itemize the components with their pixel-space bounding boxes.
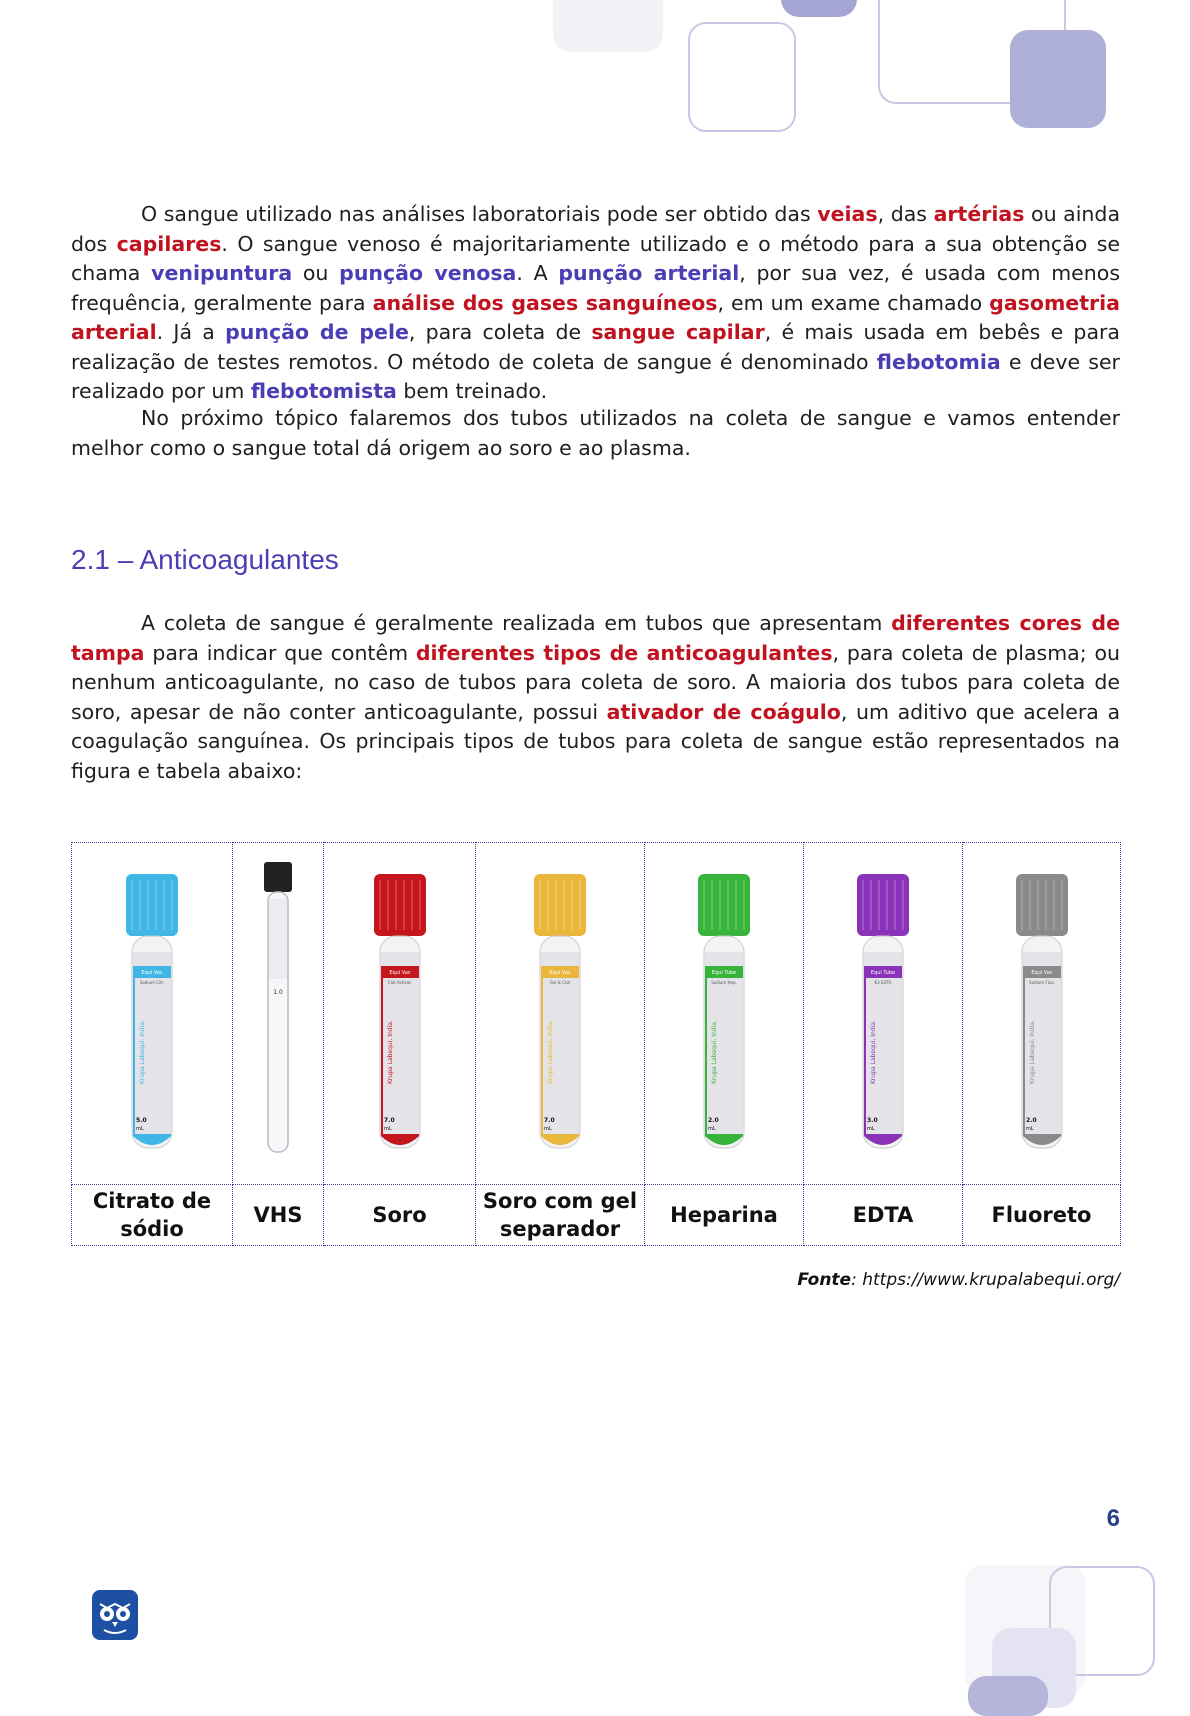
owl-icon: [92, 1590, 138, 1640]
page-number: 6: [1106, 1505, 1120, 1532]
tube-cell: [324, 843, 476, 1185]
keyword: diferentes cores de tampa: [71, 611, 1120, 665]
tube-label-strip: [269, 899, 287, 979]
keyword: ativador de coágulo: [606, 699, 841, 724]
keyword: flebotomia: [876, 349, 1001, 374]
tube-brand: Equi Tube: [711, 969, 737, 976]
tube-illustration: [520, 854, 600, 1174]
tube-label: Soro com gel separador: [476, 1185, 645, 1246]
tube-illustration: [238, 854, 318, 1174]
tubes-label-row: [72, 1185, 1121, 1246]
keyword: análise dos gases sanguíneos: [372, 290, 718, 315]
paragraph-anticoagulants: A coleta de sangue é geralmente realizada em tubos que apresentam diferentes cores de tampa para indicar que contêm diferentes tipos de anticoagulantes, para coleta de plasma; ou nenhum anticoagulante, no caso de tubos para coleta de soro. A maioria dos tubos para coleta de soro, apesar de não conter anticoagulante, possui ativador de coágulo, um aditivo que acelera a coagulação sanguínea. Os principais tipos de tubos para coleta de sangue estão representados na figura e tabela abaixo:: [71, 611, 1121, 783]
tube-cell: [804, 843, 963, 1185]
tube-cell: [476, 843, 645, 1185]
tube-side-text: Krupa Labequi, India.: [386, 1019, 394, 1084]
tube-unit: mL: [136, 1125, 144, 1132]
tube-volume: 5.0: [136, 1116, 147, 1124]
tube-cap: [374, 874, 426, 936]
tube-cell: [233, 843, 324, 1185]
keyword: flebotomista: [250, 379, 397, 403]
tube-cap: [264, 862, 292, 892]
tube-volume: 2.0: [708, 1116, 719, 1124]
tube-label: Heparina: [645, 1185, 804, 1246]
tube-label-edge: [541, 978, 543, 1134]
figure-source: Fonte: https://www.krupalabequi.org/: [797, 1270, 1120, 1290]
tube-cell: [963, 843, 1121, 1185]
tube-label: Citrato de sódio: [72, 1185, 233, 1246]
tube-brand: Equi Vac: [388, 969, 411, 976]
tube-subtitle: Gel & Clot: [549, 979, 571, 985]
tube-side-text: Krupa Labequi, India.: [1028, 1019, 1036, 1084]
tube-side-text: Krupa Labequi, India.: [870, 1019, 877, 1084]
tube-unit: mL: [544, 1125, 552, 1132]
tube-unit: mL: [708, 1125, 716, 1132]
keyword: punção arterial: [558, 261, 740, 285]
tube-cell: [72, 843, 233, 1185]
tube-unit: mL: [383, 1125, 392, 1132]
tube-cell: [645, 843, 804, 1185]
decor-square-3: [781, 0, 857, 17]
decor-square-2: [688, 22, 796, 132]
tube-illustration: [112, 854, 192, 1174]
tube-brand: Equi Tube: [870, 969, 896, 976]
tube-unit: mL: [1025, 1125, 1034, 1132]
tube-illustration: [1002, 854, 1082, 1174]
tube-label: Soro: [324, 1185, 476, 1246]
keyword: sangue capilar: [591, 320, 765, 344]
tube-brand: Equi Vac: [1030, 969, 1053, 976]
tube-volume: 7.0: [544, 1116, 555, 1124]
tube-cap: [857, 874, 909, 936]
paragraph-blood-collection: O sangue utilizado nas análises laboratoriais pode ser obtido das veias, das artérias ou ainda dos capilares. O sangue venoso é majoritariamente utilizado e o método para a sua obtenção se chama venipuntura ou punção venosa. A punção arterial, por sua vez, é usada com menos frequência, geralmente para análise dos gases sanguíneos, em um exame chamado gasometria arterial. Já a punção de pele, para coleta de sangue capilar, é mais usada em bebês e para realização de testes remotos. O método de coleta de sangue é denominado flebotomia e deve ser realizado por um flebotomista bem treinado.: [71, 202, 1121, 403]
keyword: diferentes tipos de anticoagulantes: [415, 640, 833, 665]
tubes-image-row: [72, 843, 1121, 1185]
tube-label: VHS: [233, 1185, 324, 1246]
owl-logo-icon: [92, 1590, 138, 1640]
tube-cap: [126, 874, 178, 936]
tube-unit: mL: [867, 1125, 875, 1132]
tube-label-edge: [864, 978, 866, 1134]
decor-square-1: [553, 0, 663, 52]
tube-cap: [698, 874, 750, 936]
tube-side-text: Krupa Labequi, India.: [711, 1019, 718, 1084]
tube-label-edge: [381, 978, 383, 1134]
tube-illustration: [684, 854, 764, 1174]
tube-cap: [1016, 874, 1068, 936]
tube-illustration: [843, 854, 923, 1174]
keyword: artérias: [933, 202, 1025, 226]
tubes-table: [71, 842, 1121, 1246]
tube-subtitle: Clot Activat.: [387, 979, 412, 985]
decor-square-5: [1010, 30, 1106, 128]
tube-subtitle: Sodium Hep.: [711, 979, 737, 985]
tube-label: Fluoreto: [963, 1185, 1121, 1246]
decor-square-9: [968, 1676, 1048, 1716]
tube-subtitle: K3 EDTA: [874, 979, 892, 985]
tube-label: EDTA: [804, 1185, 963, 1246]
keyword: capilares: [116, 231, 222, 256]
tube-cap: [534, 874, 586, 936]
tube-volume: 3.0: [867, 1116, 878, 1124]
tube-brand: Equi Vac: [549, 969, 571, 976]
keyword: veias: [817, 202, 878, 226]
tube-illustration: [360, 854, 440, 1174]
keyword: punção de pele: [225, 320, 409, 344]
tube-subtitle: Sodium Citr.: [139, 979, 165, 985]
tube-volume: 1.0: [273, 988, 283, 996]
tube-brand: Equi Vac: [141, 969, 163, 976]
tube-side-text: Krupa Labequi, India.: [139, 1019, 146, 1084]
paragraph-next-topic: No próximo tópico falaremos dos tubos utilizados na coleta de sangue e vamos entender melhor como o sangue total dá origem ao soro e ao plasma.: [71, 406, 1120, 460]
section-heading: 2.1 – Anticoagulantes: [71, 544, 339, 575]
keyword: venipuntura: [151, 261, 293, 285]
keyword: punção venosa: [339, 261, 517, 285]
tube-subtitle: Sodium Fluo.: [1028, 979, 1055, 985]
tube-label-edge: [133, 978, 135, 1134]
tube-volume: 7.0: [383, 1116, 395, 1124]
tube-volume: 2.0: [1025, 1116, 1037, 1124]
tube-side-text: Krupa Labequi, India.: [547, 1019, 554, 1084]
tube-label-edge: [1023, 978, 1025, 1134]
keyword: gasometria arterial: [71, 290, 1120, 344]
tube-label-edge: [705, 978, 707, 1134]
